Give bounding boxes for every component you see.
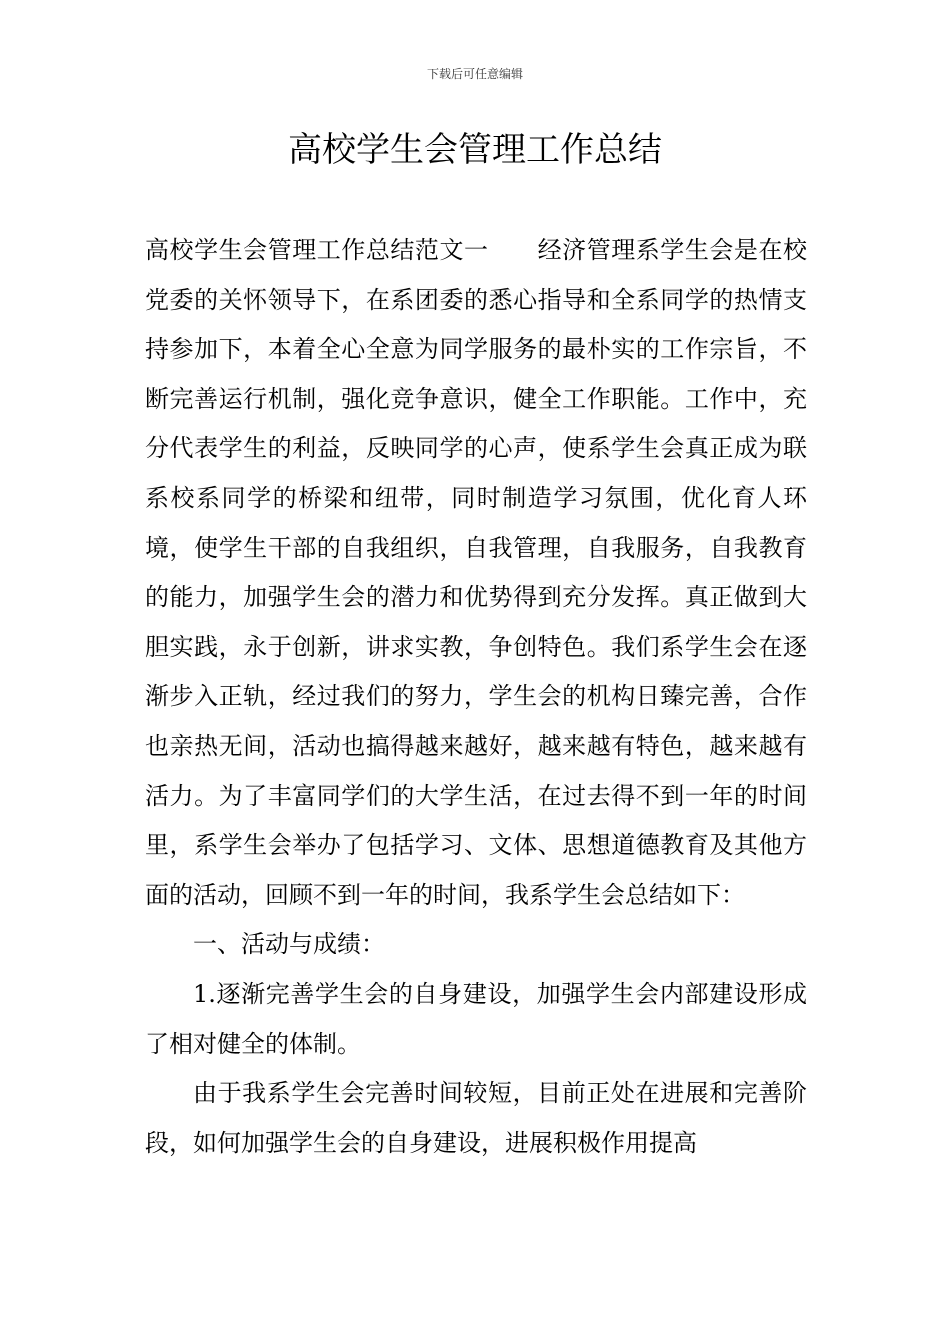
paragraph-intro: 高校学生会管理工作总结范文一 经济管理系学生会是在校党委的关怀领导下，在系团委的悉心指导和全系同学的热情支持参加下，本着全心全意为同学服务的最朴实的工作宗旨，不断完善运行机制，强化竞争意识，健全工作职能。工作中，充分代表学生的利益，反映同学的心声，使系学生会真正成为联系校系同学的桥梁和纽带，同时制造学习氛围，优化育人环境，使学生干部的自我组织，自我管理，自我服务，自我教育的能力，加强学生会的潜力和优势得到充分发挥。真正做到大胆实践，永于创新，讲求实教，争创特色。我们系学生会在逐渐步入正轨，经过我们的努力，学生会的机构日臻完善，合作也亲热无间，活动也搞得越来越好，越来越有特色，越来越有活力。为了丰富同学们的大学生活，在过去得不到一年的时间里，系学生会举办了包括学习、文体、思想道德教育及其他方面的活动，回顾不到一年的时间，我系学生会总结如下： bbox=[145, 236, 807, 909]
section-heading-activities: 一、活动与成绩： bbox=[193, 930, 385, 959]
paragraph-body: 由于我系学生会完善时间较短，目前正处在进展和完善阶段，如何加强学生会的自身建设，进展积极作用提高 bbox=[145, 1079, 807, 1157]
document-title: 高校学生会管理工作总结 bbox=[288, 130, 662, 170]
paragraph-item-1: 1.逐渐完善学生会的自身建设，加强学生会内部建设形成了相对健全的体制。 bbox=[145, 979, 807, 1058]
document-body bbox=[145, 226, 807, 1168]
header-note: 下载后可任意编辑 bbox=[426, 67, 523, 81]
